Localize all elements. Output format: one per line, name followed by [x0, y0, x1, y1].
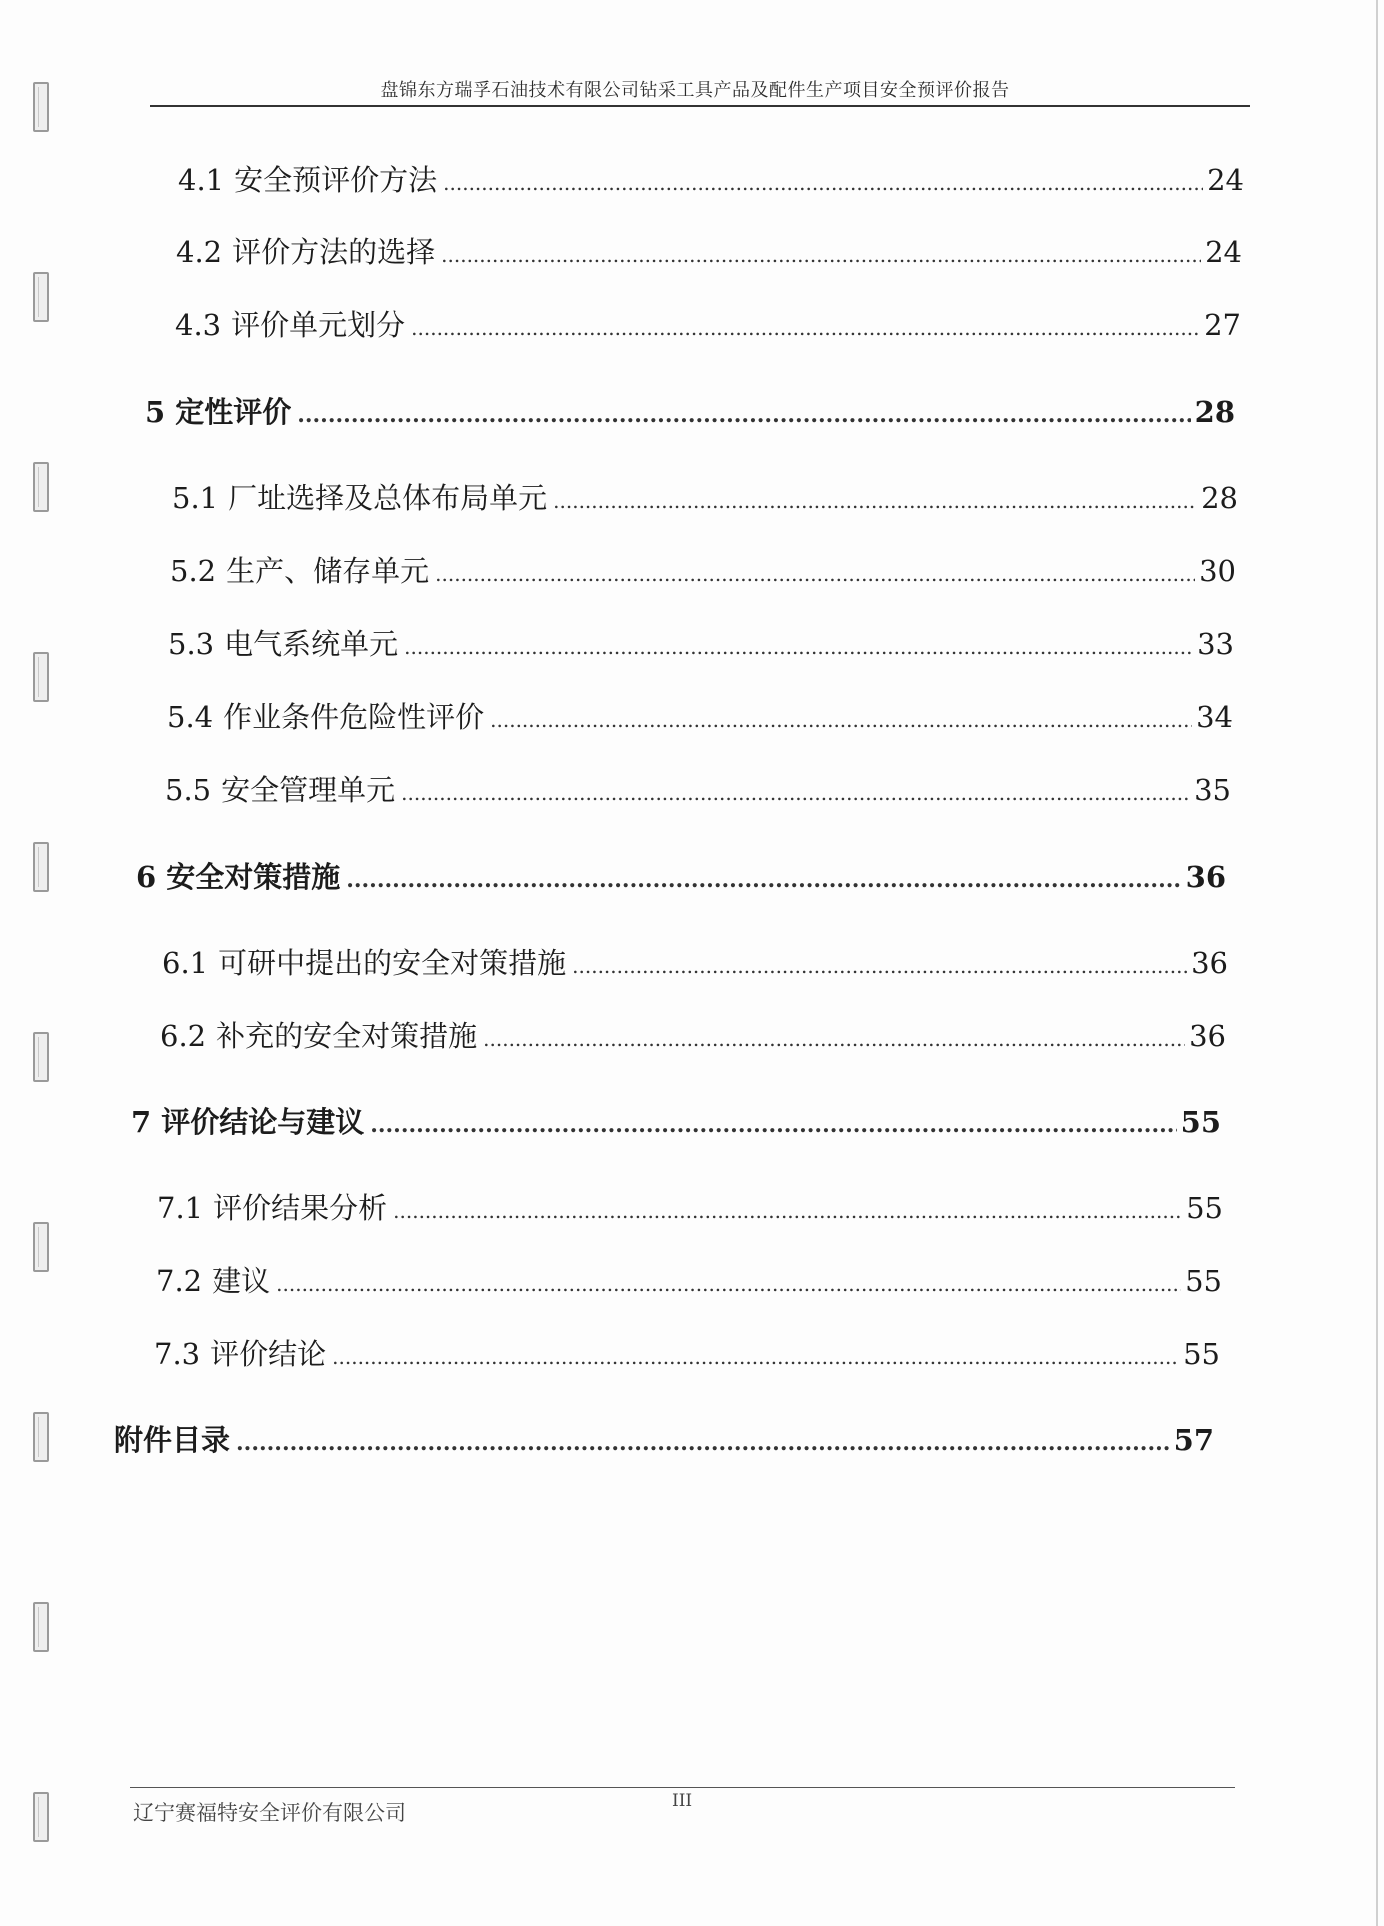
toc-entry-page-number: 24 — [1207, 163, 1244, 197]
toc-entry-page-number: 57 — [1173, 1423, 1214, 1457]
toc-entry-number: 5.4 — [167, 700, 214, 734]
page-header-title: 盘锦东方瑞孚石油技术有限公司钻采工具产品及配件生产项目安全预评价报告 — [380, 80, 1010, 101]
toc-entry-title: 安全预评价方法 — [234, 163, 438, 197]
footer-page-number: III — [672, 1791, 693, 1811]
toc-entry-number: 6.2 — [160, 1019, 207, 1053]
toc-entry-title: 补充的安全对策措施 — [216, 1019, 478, 1053]
toc-entry-page-number: 30 — [1199, 554, 1236, 588]
toc-chapter-entry[interactable] — [131, 1100, 1221, 1141]
toc-entry-page-number: 36 — [1189, 1019, 1226, 1053]
toc-entry-page-number: 55 — [1186, 1191, 1223, 1225]
toc-entry-number: 5.1 — [172, 481, 219, 515]
toc-entry-title: 生产、储存单元 — [226, 554, 430, 588]
toc-section-entry[interactable] — [156, 1259, 1222, 1300]
toc-section-entry[interactable] — [168, 622, 1234, 663]
toc-entry-page-number: 34 — [1196, 700, 1233, 734]
toc-entry-number: 4.2 — [176, 235, 223, 269]
toc-entry-number: 4.3 — [175, 308, 222, 342]
toc-section-entry[interactable] — [175, 303, 1241, 344]
toc-dot-leader — [553, 489, 1197, 513]
toc-dot-leader — [332, 1345, 1179, 1369]
toc-entry-title: 安全对策措施 — [166, 860, 341, 894]
toc-entry-title: 附件目录 — [114, 1423, 231, 1457]
toc-entry-page-number: 36 — [1191, 946, 1228, 980]
toc-chapter-entry[interactable] — [136, 855, 1226, 896]
footer-company-name: 辽宁赛福特安全评价有限公司 — [133, 1801, 406, 1825]
toc-entry-title: 可研中提出的安全对策措施 — [218, 946, 567, 980]
toc-entry-number: 5.2 — [170, 554, 217, 588]
toc-section-entry[interactable] — [160, 1014, 1226, 1055]
toc-entry-number: 6 — [136, 860, 157, 894]
toc-chapter-entry[interactable] — [145, 390, 1235, 431]
toc-entry-number: 5 — [145, 395, 166, 429]
toc-section-entry[interactable] — [176, 230, 1242, 271]
toc-entry-page-number: 35 — [1194, 773, 1231, 807]
toc-entry-title: 厂址选择及总体布局单元 — [228, 481, 548, 515]
toc-entry-page-number: 36 — [1185, 860, 1226, 894]
toc-section-entry[interactable] — [165, 768, 1231, 809]
toc-entry-page-number: 28 — [1201, 481, 1238, 515]
toc-entry-number: 6.1 — [162, 946, 209, 980]
toc-entry-number: 7.1 — [157, 1191, 204, 1225]
toc-dot-leader — [404, 635, 1193, 659]
toc-entry-page-number: 55 — [1180, 1105, 1221, 1139]
toc-entry-title: 电气系统单元 — [224, 627, 399, 661]
toc-dot-leader — [441, 243, 1201, 267]
toc-entry-number: 7 — [131, 1105, 152, 1139]
toc-dot-leader — [411, 316, 1200, 340]
toc-entry-page-number: 28 — [1194, 395, 1235, 429]
toc-entry-title: 评价结论与建议 — [161, 1105, 365, 1139]
toc-entry-title: 评价结果分析 — [213, 1191, 388, 1225]
toc-chapter-entry[interactable] — [114, 1418, 1214, 1459]
toc-section-entry[interactable] — [170, 549, 1236, 590]
toc-section-entry[interactable] — [154, 1332, 1220, 1373]
toc-dot-leader — [276, 1272, 1181, 1296]
toc-entry-title: 评价方法的选择 — [232, 235, 436, 269]
toc-entry-title: 评价单元划分 — [231, 308, 406, 342]
toc-entry-number: 4.1 — [178, 163, 225, 197]
toc-section-entry[interactable] — [167, 695, 1233, 736]
toc-entry-page-number: 33 — [1197, 627, 1234, 661]
footer-divider — [130, 1787, 1235, 1788]
toc-entry-title: 定性评价 — [175, 395, 292, 429]
toc-entry-number: 5.3 — [168, 627, 215, 661]
toc-entry-page-number: 55 — [1185, 1264, 1222, 1298]
toc-dot-leader — [297, 402, 1190, 428]
toc-entry-title: 建议 — [212, 1264, 271, 1298]
toc-dot-leader — [572, 954, 1187, 978]
toc-dot-leader — [443, 171, 1203, 195]
toc-dot-leader — [483, 1027, 1185, 1051]
toc-dot-leader — [393, 1199, 1182, 1223]
toc-entry-title: 评价结论 — [210, 1337, 327, 1371]
toc-dot-leader — [236, 1430, 1170, 1456]
toc-entry-number: 7.2 — [156, 1264, 203, 1298]
toc-entry-number: 5.5 — [165, 773, 212, 807]
toc-entry-title: 安全管理单元 — [221, 773, 396, 807]
toc-entry-page-number: 55 — [1183, 1337, 1220, 1371]
toc-entry-number: 7.3 — [154, 1337, 201, 1371]
toc-entry-page-number: 24 — [1205, 235, 1242, 269]
toc-entry-page-number: 27 — [1204, 308, 1241, 342]
toc-dot-leader — [370, 1112, 1176, 1138]
toc-entry-title: 作业条件危险性评价 — [223, 700, 485, 734]
toc-section-entry[interactable] — [162, 941, 1228, 982]
toc-section-entry[interactable] — [172, 476, 1238, 517]
toc-section-entry[interactable] — [157, 1186, 1223, 1227]
toc-section-entry[interactable] — [178, 158, 1244, 199]
toc-dot-leader — [490, 708, 1192, 732]
toc-dot-leader — [401, 781, 1190, 805]
toc-dot-leader — [346, 867, 1181, 893]
toc-dot-leader — [435, 562, 1195, 586]
